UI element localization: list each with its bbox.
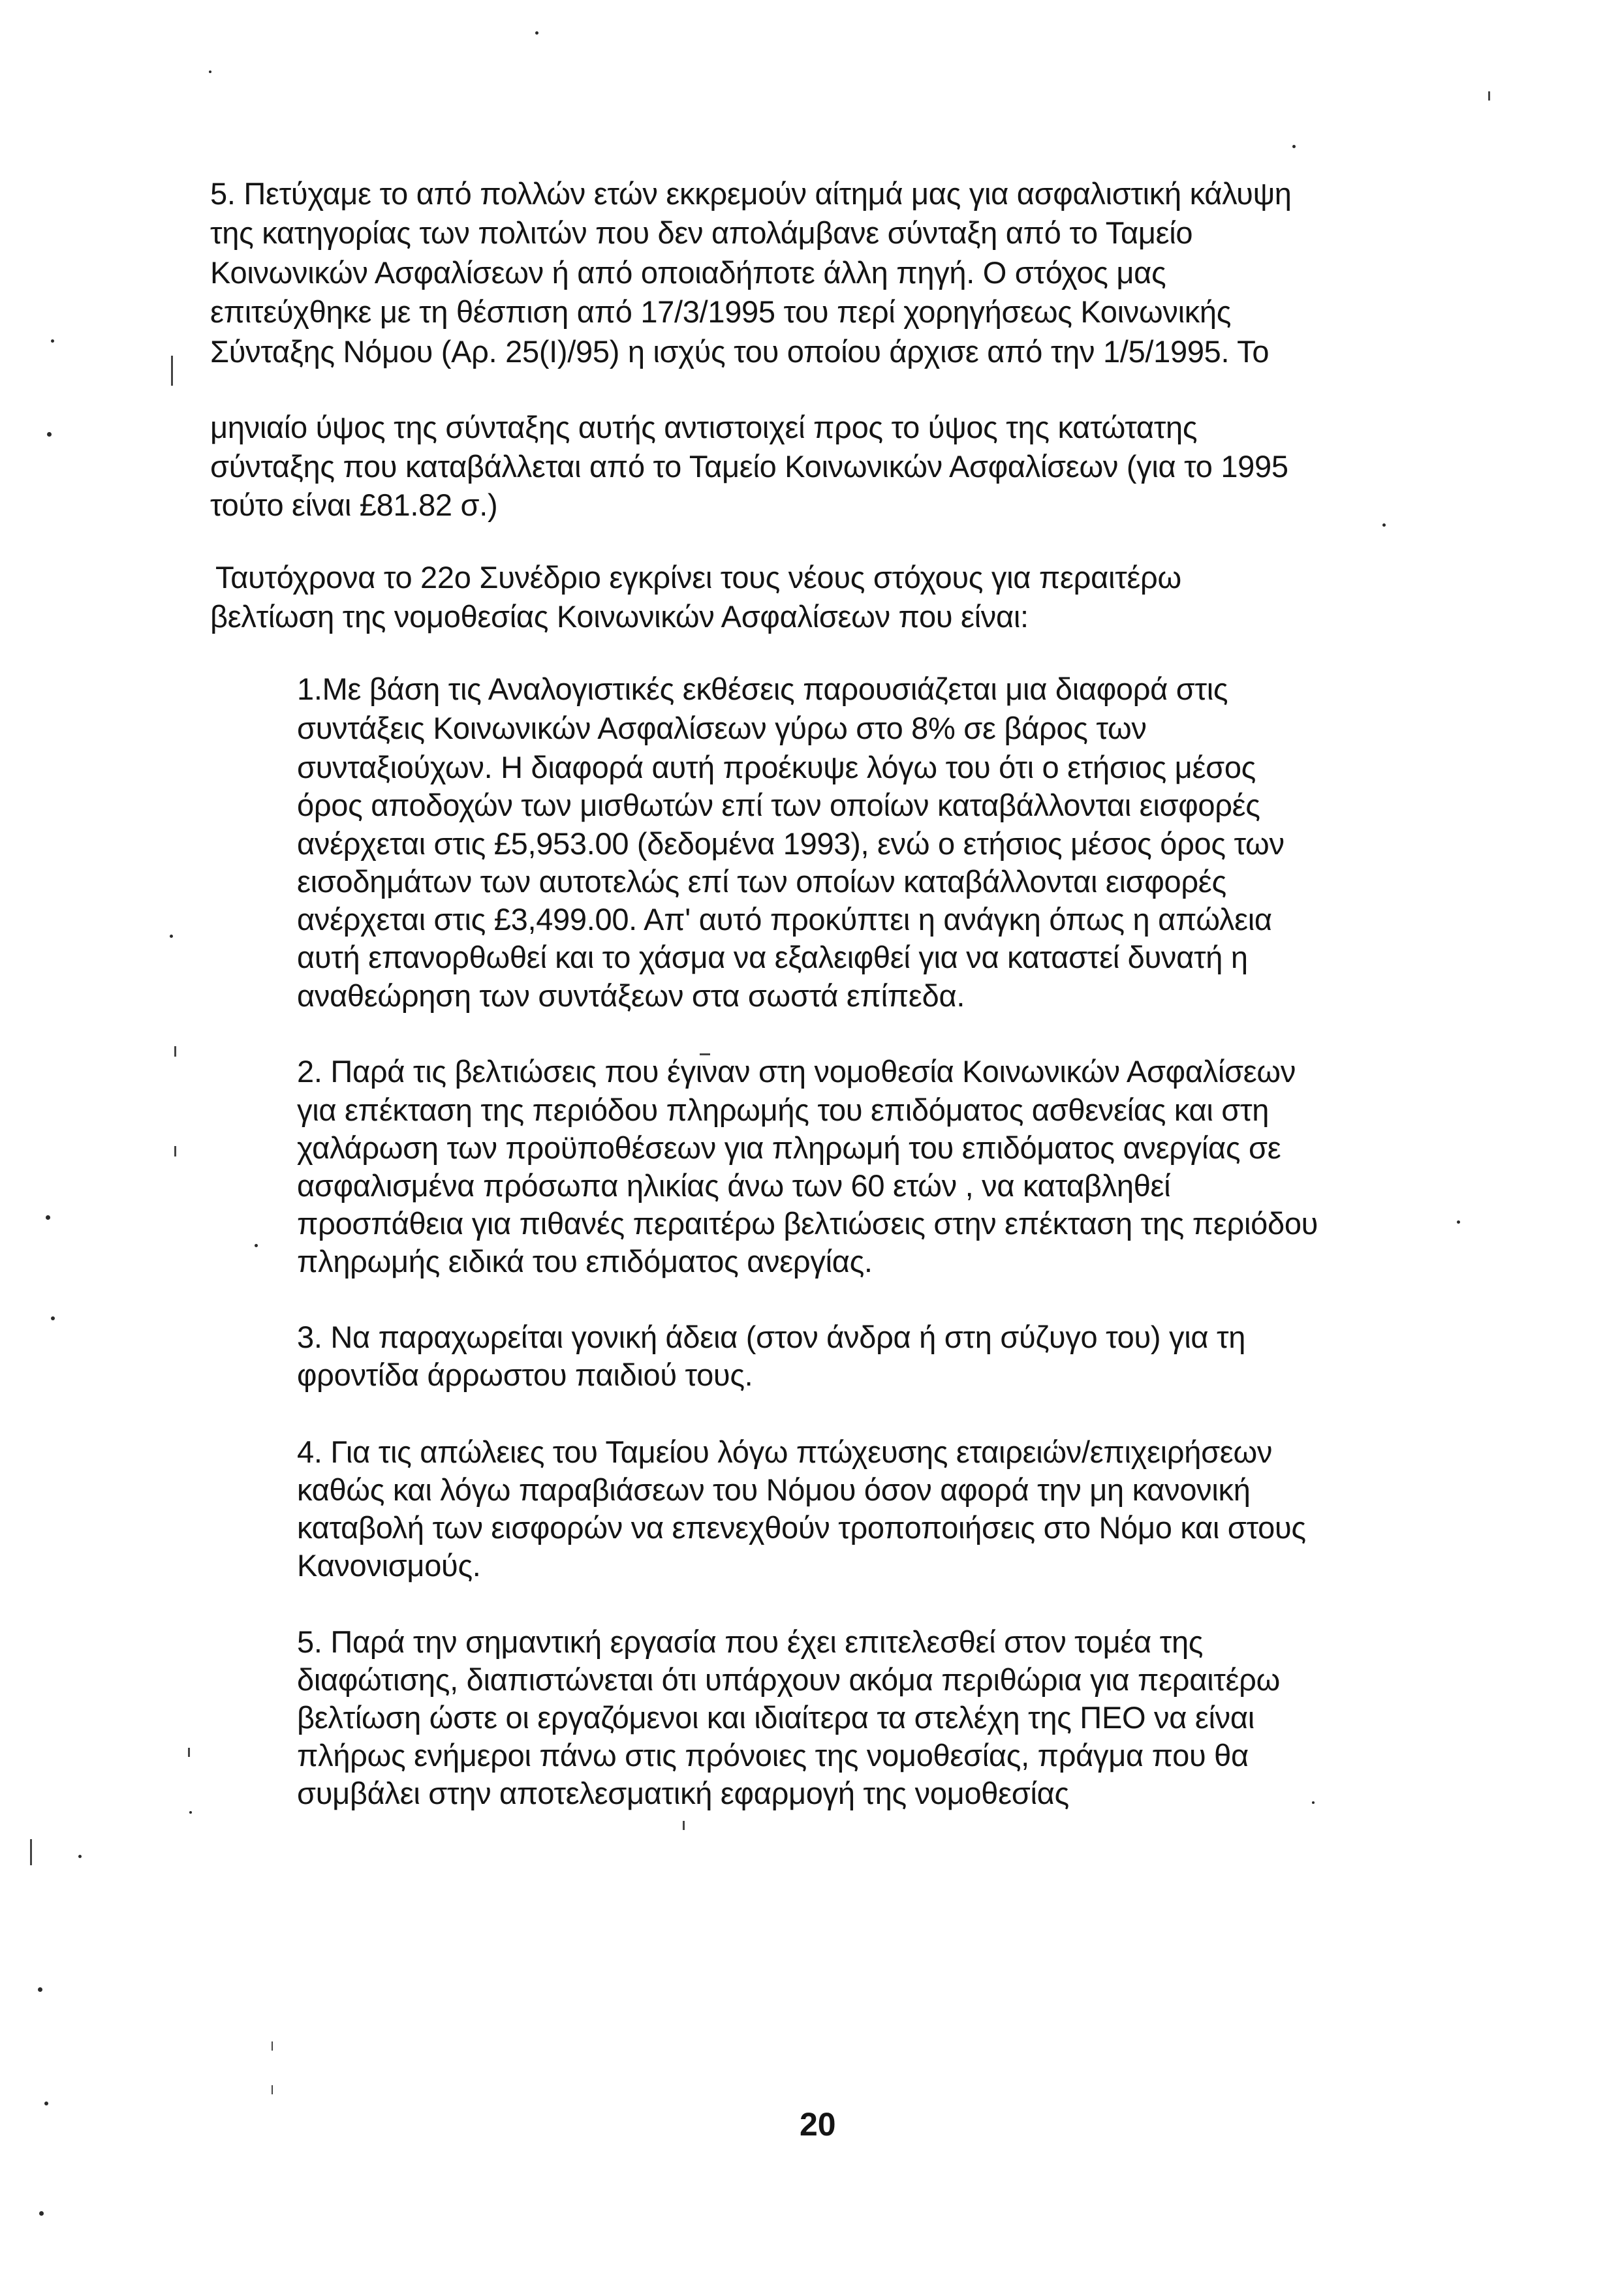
scan-speck xyxy=(535,31,538,35)
text-line: ανέρχεται στις £3,499.00. Απ' αυτό προκύπτει η ανάγκη όπως η απώλεια xyxy=(297,902,1272,937)
scan-speck xyxy=(51,1316,55,1320)
text-line: όρος αποδοχών των μισθωτών επί των οποίων καταβάλλονται εισφορές xyxy=(297,788,1260,822)
text-line: εισοδημάτων των αυτοτελώς επί των οποίων καταβάλλονται εισφορές xyxy=(297,864,1226,899)
text-line: 4. Για τις απώλειες του Ταμείου λόγω πτώχευσης εταιρειών/επιχειρήσεων xyxy=(297,1435,1273,1469)
scan-speck xyxy=(46,1215,50,1220)
text-line: ασφαλισμένα πρόσωπα ηλικίας άνω των 60 ετών , να καταβληθεί xyxy=(297,1168,1171,1203)
scan-speck xyxy=(1457,1220,1460,1224)
scan-speck xyxy=(39,2211,44,2216)
text-line: μηνιαίο ύψος της σύνταξης αυτής αντιστοιχεί προς το ύψος της κατώτατης xyxy=(210,410,1198,444)
text-line: Σύνταξης Νόμου (Αρ. 25(Ι)/95) η ισχύς του οποίου άρχισε από την 1/5/1995. Το xyxy=(210,334,1270,369)
page-number: 20 xyxy=(800,2106,836,2143)
text-line: φροντίδα άρρωστου παιδιού τους. xyxy=(297,1357,753,1392)
scan-mark xyxy=(272,2041,273,2051)
scan-speck xyxy=(44,2102,48,2105)
scan-speck xyxy=(1292,145,1296,148)
scan-speck xyxy=(1312,1801,1315,1804)
text-line: 2. Παρά τις βελτιώσεις που έγιναν στη νομοθεσία Κοινωνικών Ασφαλίσεων xyxy=(297,1054,1296,1089)
text-line: Ταυτόχρονα το 22ο Συνέδριο εγκρίνει τους νέους στόχους για περαιτέρω xyxy=(215,560,1181,595)
text-line: συντάξεις Κοινωνικών Ασφαλίσεων γύρω στο 8% σε βάρος των xyxy=(297,711,1147,745)
scan-mark xyxy=(272,2085,273,2094)
text-line: βελτίωση ώστε οι εργαζόμενοι και ιδιαίτερα τα στελέχη της ΠΕΟ να είναι xyxy=(297,1700,1254,1735)
scan-speck xyxy=(189,1811,192,1814)
text-line: αυτή επανορθωθεί και το χάσμα να εξαλειφθεί για να καταστεί δυνατή η xyxy=(297,940,1248,974)
text-line: πλήρως ενήμεροι πάνω στις πρόνοιες της νομοθεσίας, πράγμα που θα xyxy=(297,1738,1249,1773)
text-line: τούτο είναι £81.82 σ.) xyxy=(210,488,498,522)
scan-mark xyxy=(174,1046,176,1057)
scan-speck xyxy=(170,935,173,938)
text-line: χαλάρωση των προϋποθέσεων για πληρωμή του επιδόματος ανεργίας σε xyxy=(297,1130,1281,1165)
text-line: διαφώτισης, διαπιστώνεται ότι υπάρχουν ακόμα περιθώρια για περαιτέρω xyxy=(297,1662,1280,1697)
text-line: Κοινωνικών Ασφαλίσεων ή από οποιαδήποτε άλλη πηγή. Ο στόχος μας xyxy=(210,255,1166,290)
text-line: σύνταξης που καταβάλλεται από το Ταμείο Κοινωνικών Ασφαλίσεων (για το 1995 xyxy=(210,449,1288,484)
text-line: της κατηγορίας των πολιτών που δεν απολάμβανε σύνταξη από το Ταμείο xyxy=(210,215,1193,250)
text-line: 3. Να παραχωρείται γονική άδεια (στον άνδρα ή στη σύζυγο του) για τη xyxy=(297,1320,1246,1354)
text-line: Κανονισμούς. xyxy=(297,1548,481,1583)
text-line: ανέρχεται στις £5,953.00 (δεδομένα 1993), ενώ ο ετήσιος μέσος όρος των xyxy=(297,826,1285,861)
text-line: αναθεώρηση των συντάξεων στα σωστά επίπεδα. xyxy=(297,978,965,1013)
text-line: προσπάθεια για πιθανές περαιτέρω βελτιώσεις στην επέκταση της περιόδου xyxy=(297,1206,1318,1241)
text-line: καθώς και λόγω παραβιάσεων του Νόμου όσον αφορά την μη κανονική xyxy=(297,1472,1251,1507)
text-line: βελτίωση της νομοθεσίας Κοινωνικών Ασφαλίσεων που είναι: xyxy=(210,599,1029,634)
text-line: συμβάλει στην αποτελεσματική εφαρμογή της νομοθεσίας xyxy=(297,1776,1069,1810)
scan-mark xyxy=(683,1821,685,1830)
scan-speck xyxy=(209,70,211,73)
text-line: 5. Πετύχαμε το από πολλών ετών εκκρεμούν αίτημά μας για ασφαλιστική κάλυψη xyxy=(210,176,1292,211)
text-line: πληρωμής ειδικά του επιδόματος ανεργίας. xyxy=(297,1244,873,1279)
scan-mark xyxy=(174,1146,176,1156)
scan-speck xyxy=(47,432,52,437)
text-line: 1.Με βάση τις Αναλογιστικές εκθέσεις παρουσιάζεται μια διαφορά στις xyxy=(297,672,1228,706)
text-line: καταβολή των εισφορών να επενεχθούν τροποποιήσεις στο Νόμο και στους xyxy=(297,1510,1306,1545)
text-line: για επέκταση της περιόδου πληρωμής του επιδόματος ασθενείας και στη xyxy=(297,1093,1270,1127)
scan-mark xyxy=(30,1839,32,1865)
scan-speck xyxy=(38,1987,42,1992)
scan-speck xyxy=(255,1244,258,1247)
text-line: 5. Παρά την σημαντική εργασία που έχει επιτελεσθεί στον τομέα της xyxy=(297,1624,1204,1659)
scan-mark xyxy=(1488,91,1490,101)
scan-speck xyxy=(51,339,54,343)
scan-mark xyxy=(171,356,173,386)
text-line: επιτεύχθηκε με τη θέσπιση από 17/3/1995 του περί χορηγήσεως Κοινωνικής xyxy=(210,294,1232,329)
text-line: συνταξιούχων. Η διαφορά αυτή προέκυψε λόγω του ότι ο ετήσιος μέσος xyxy=(297,750,1256,784)
scan-speck xyxy=(78,1855,82,1858)
scan-speck xyxy=(1382,523,1386,527)
scan-mark xyxy=(188,1748,190,1757)
